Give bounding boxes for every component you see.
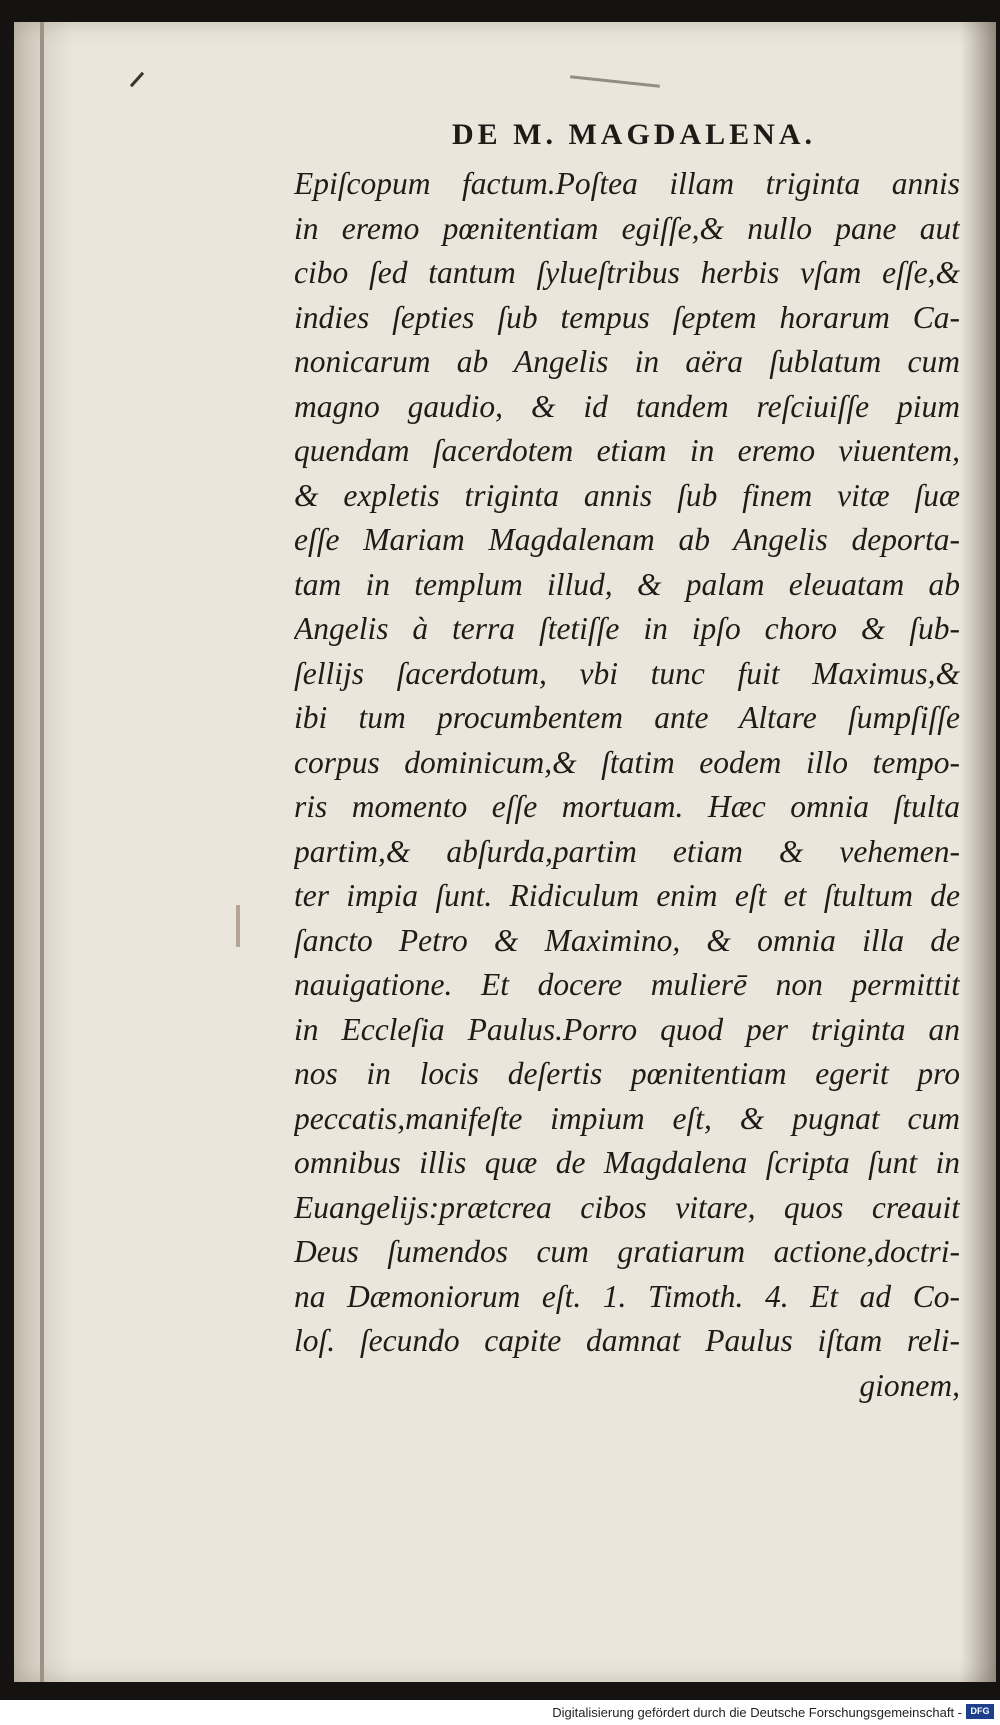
page-edge-line bbox=[40, 22, 44, 1682]
dfg-logo-icon: DFG bbox=[966, 1704, 994, 1719]
text-line: gionem, bbox=[859, 1367, 960, 1403]
text-line: magno gaudio, & id tandem reſciuiſſe pium bbox=[294, 388, 960, 424]
text-line: cibo ſed tantum ſylueſtribus herbis vſam eſſe,& bbox=[294, 255, 960, 290]
text-line: ſancto Petro & Maximino, & omnia illa de bbox=[294, 922, 960, 958]
text-line: indies ſepties ſub tempus ſeptem horarum Ca- bbox=[294, 299, 960, 335]
text-line: partim,& abſurda,partim etiam & vehemen- bbox=[294, 833, 960, 869]
text-line: & expletis triginta annis ſub finem vitæ ſuæ bbox=[294, 477, 960, 513]
funding-credit: Digitalisierung gefördert durch die Deutsche Forschungsgemeinschaft - bbox=[552, 1705, 962, 1720]
text-line: nauigatione. Et docere mulierē non permittit bbox=[294, 967, 960, 1002]
text-line: Deus ſumendos cum gratiarum actione,doctri- bbox=[294, 1234, 960, 1269]
text-line: nonicarum ab Angelis in aëra ſublatum cum bbox=[294, 344, 960, 379]
text-line: quendam ſacerdotem etiam in eremo viuentem, bbox=[294, 433, 960, 468]
text-line: nos in locis deſertis pœnitentiam egerit pro bbox=[294, 1056, 960, 1091]
running-head: DE M. MAGDALENA. bbox=[452, 118, 816, 151]
text-line: eſſe Mariam Magdalenam ab Angelis deporta- bbox=[294, 522, 960, 557]
text-line: Epiſcopum factum.Poſtea illam triginta annis bbox=[294, 166, 960, 201]
text-line: na Dæmoniorum eſt. 1. Timoth. 4. Et ad Co- bbox=[294, 1278, 960, 1314]
page-shadow-right bbox=[960, 22, 996, 1682]
text-line: tam in templum illud, & palam eleuatam ab bbox=[294, 566, 960, 602]
text-line: in Eccleſia Paulus.Porro quod per triginta an bbox=[294, 1011, 960, 1047]
text-line: peccatis,manifeſte impium eſt, & pugnat cum bbox=[294, 1100, 960, 1136]
text-line: corpus dominicum,& ſtatim eodem illo tempo- bbox=[294, 744, 960, 780]
text-line: omnibus illis quæ de Magdalena ſcripta ſunt in bbox=[294, 1145, 960, 1180]
page-shadow-left bbox=[14, 22, 74, 1682]
text-line: ris momento eſſe mortuam. Hæc omnia ſtulta bbox=[294, 789, 960, 824]
text-line: Euangelijs:prætcrea cibos vitare, quos creauit bbox=[294, 1189, 960, 1225]
text-line: in eremo pœnitentiam egiſſe,& nullo pane aut bbox=[294, 210, 960, 246]
text-line: ſellijs ſacerdotum, vbi tunc fuit Maximus,& bbox=[294, 655, 960, 691]
text-line: ibi tum procumbentem ante Altare ſumpſiſſe bbox=[294, 700, 960, 735]
text-line: Angelis à terra ſtetiſſe in ipſo choro & ſub- bbox=[294, 611, 960, 646]
margin-stain bbox=[236, 905, 240, 947]
text-line: loſ. ſecundo capite damnat Paulus iſtam reli- bbox=[294, 1323, 960, 1358]
body-text bbox=[294, 162, 960, 1408]
text-line: ter impia ſunt. Ridiculum enim eſt et ſtultum de bbox=[294, 878, 960, 913]
